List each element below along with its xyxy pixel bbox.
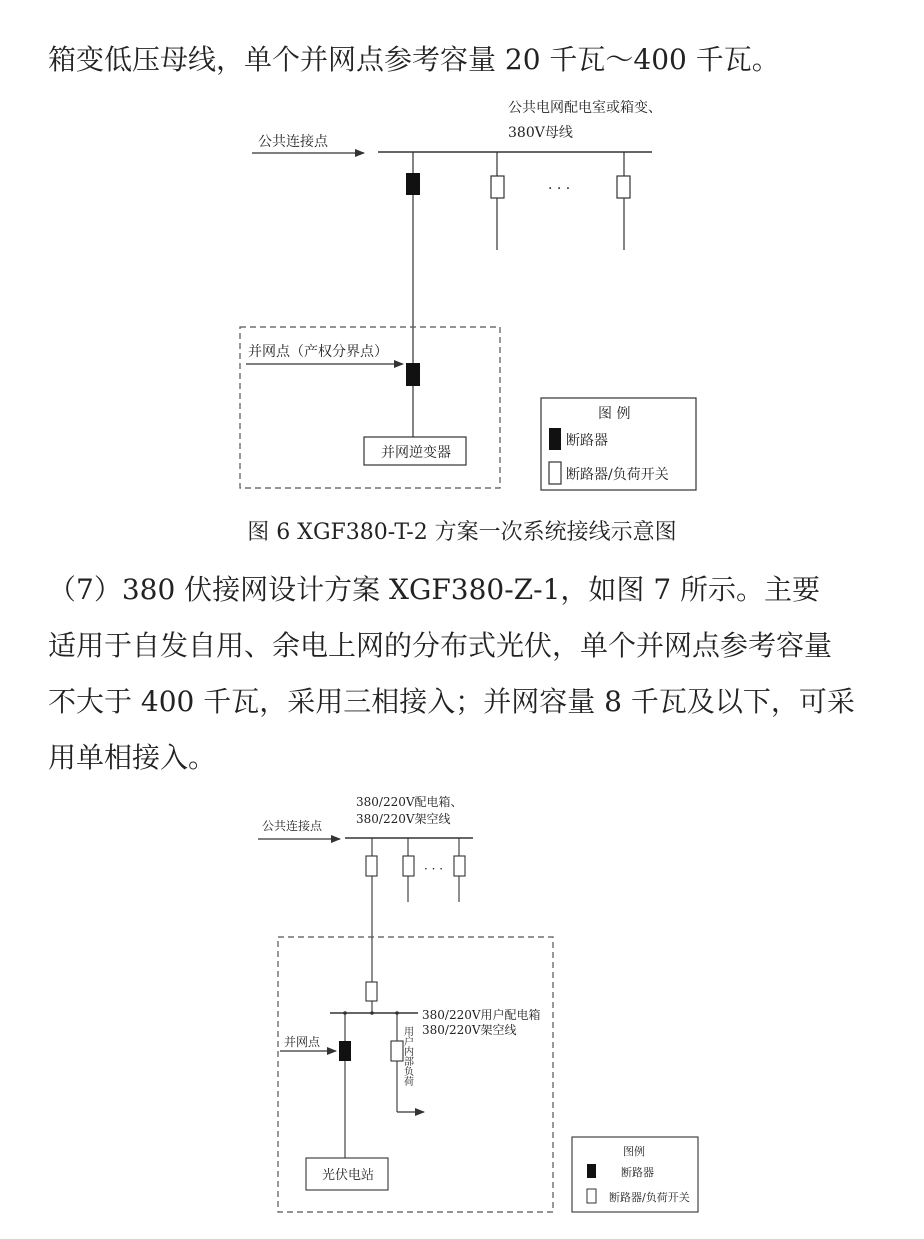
- fig7-legend-switch: 断路器/负荷开关: [609, 1191, 690, 1204]
- fig7-pcc-label: 公共连接点: [262, 819, 323, 833]
- fig6-grid-point-label: 并网点（产权分界点）: [248, 344, 388, 360]
- fig6-legend-breaker: 断路器: [566, 433, 608, 449]
- fig7-bus-label-1: 380/220V配电箱、: [356, 795, 463, 809]
- fig7-legend-switch-icon: [587, 1189, 596, 1203]
- fig6-pcc-label: 公共连接点: [258, 134, 328, 150]
- fig7-switch-1: [366, 856, 377, 876]
- paragraph-7-line-1: （7）380 伏接网设计方案 XGF380-Z-1，如图 7 所示。主要: [48, 573, 821, 606]
- fig6-inverter-label: 并网逆变器: [381, 445, 451, 461]
- fig7-user-bus-label-2: 380/220V架空线: [422, 1023, 517, 1037]
- fig6-dots: · · ·: [548, 181, 571, 197]
- fig7-user-load-label: 用户内部负荷: [401, 1026, 413, 1086]
- fig7-pv-station-label: 光伏电站: [322, 1168, 375, 1183]
- paragraph-7-line-2: 适用于自发自用、余电上网的分布式光伏，单个并网点参考容量: [48, 629, 833, 662]
- fig6-breaker-grid-point: [406, 363, 420, 386]
- fig7-node-mid: [370, 1011, 374, 1015]
- fig7-bus-label-2: 380/220V架空线: [356, 812, 451, 826]
- fig6-legend-title: 图 例: [598, 406, 631, 422]
- fig7-breaker-grid-point: [339, 1041, 351, 1061]
- fig7-legend-breaker: 断路器: [621, 1166, 654, 1179]
- fig7-switch-user-inlet: [366, 982, 377, 1001]
- figure-7: [258, 794, 698, 1212]
- fig6-bus-label-1: 公共电网配电室或箱变、: [508, 100, 662, 116]
- fig6-bus-label-2: 380V母线: [508, 125, 573, 141]
- paragraph-7-line-3: 不大于 400 千瓦，采用三相接入；并网容量 8 千瓦及以下，可采: [48, 685, 855, 718]
- fig7-legend-title: 图例: [623, 1145, 645, 1158]
- fig6-breaker-1: [406, 173, 420, 195]
- fig7-switch-2: [403, 856, 414, 876]
- figure-6-caption: 图 6 XGF380-T-2 方案一次系统接线示意图: [247, 520, 677, 545]
- fig7-grid-point-label: 并网点: [284, 1035, 321, 1049]
- fig6-switch-2: [491, 176, 504, 198]
- fig6-switch-3: [617, 176, 630, 198]
- fig6-legend-switch-icon: [549, 462, 561, 484]
- fig6-legend-breaker-icon: [549, 428, 561, 450]
- fig7-switch-3: [454, 856, 465, 876]
- fig7-legend-breaker-icon: [587, 1164, 596, 1178]
- figure-6: [240, 99, 696, 490]
- fig7-user-bus-label-1: 380/220V用户配电箱: [422, 1008, 541, 1022]
- paragraph-7-line-4: 用单相接入。: [48, 741, 217, 774]
- fig7-dots: · · ·: [424, 862, 444, 876]
- fig6-legend-switch: 断路器/负荷开关: [566, 467, 669, 483]
- paragraph-line-1: 箱变低压母线，单个并网点参考容量 20 千瓦～400 千瓦。: [48, 43, 780, 76]
